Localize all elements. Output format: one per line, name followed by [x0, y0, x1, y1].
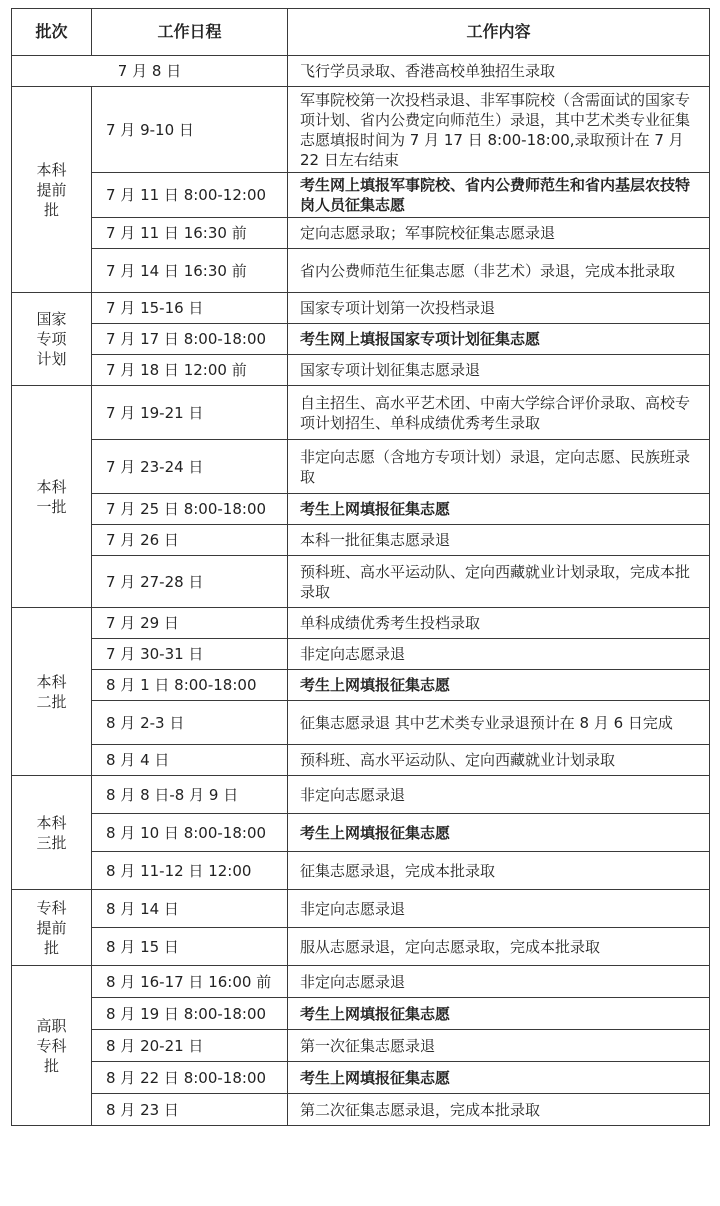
content-cell: 定向志愿录取；军事院校征集志愿录退 — [288, 218, 710, 249]
content-cell: 考生上网填报征集志愿 — [288, 814, 710, 852]
batch-label-line: 专科 — [36, 898, 67, 917]
content-cell: 考生网上填报国家专项计划征集志愿 — [288, 324, 710, 355]
header-row — [12, 9, 710, 56]
batch-cell — [12, 386, 92, 608]
table-row — [12, 355, 710, 386]
schedule-cell: 8 月 8 日-8 月 9 日 — [92, 776, 288, 814]
content-cell: 非定向志愿录退 — [288, 639, 710, 670]
schedule-cell: 7 月 19-21 日 — [92, 386, 288, 440]
table-row — [12, 218, 710, 249]
schedule-cell: 8 月 4 日 — [92, 745, 288, 776]
batch-cell — [12, 890, 92, 966]
schedule-cell: 8 月 11-12 日 12:00 — [92, 852, 288, 890]
content-cell: 本科一批征集志愿录退 — [288, 525, 710, 556]
schedule-cell: 7 月 27-28 日 — [92, 556, 288, 608]
schedule-cell: 7 月 23-24 日 — [92, 440, 288, 494]
batch-label-line: 批 — [43, 200, 59, 219]
table-row — [12, 87, 710, 173]
batch-label-line: 本科 — [36, 160, 67, 179]
content-cell: 非定向志愿录退 — [288, 890, 710, 928]
content-cell: 第二次征集志愿录退，完成本批录取 — [288, 1094, 710, 1126]
content-cell: 预科班、高水平运动队、定向西藏就业计划录取，完成本批录取 — [288, 556, 710, 608]
table-row — [12, 525, 710, 556]
schedule-cell: 7 月 26 日 — [92, 525, 288, 556]
schedule-cell: 7 月 14 日 16:30 前 — [92, 249, 288, 293]
schedule-cell: 7 月 29 日 — [92, 608, 288, 639]
table-row — [12, 608, 710, 639]
content-cell: 单科成绩优秀考生投档录取 — [288, 608, 710, 639]
batch-label-line: 批 — [43, 1056, 59, 1075]
content-cell: 服从志愿录退，定向志愿录取，完成本批录取 — [288, 928, 710, 966]
table-row — [12, 776, 710, 814]
content-cell: 考生上网填报征集志愿 — [288, 1062, 710, 1094]
content-cell: 军事院校第一次投档录退、非军事院校（含需面试的国家专项计划、省内公费定向师范生）录退，其中艺术类专业征集志愿填报时间为 7 月 17 日 8:00-18:00,录取预计在 7 月 22 日左右结束 — [288, 87, 710, 173]
table-row — [12, 701, 710, 745]
batch-cell — [12, 776, 92, 890]
schedule-cell: 7 月 15-16 日 — [92, 293, 288, 324]
content-cell: 第一次征集志愿录退 — [288, 1030, 710, 1062]
first-row-date: 7 月 8 日 — [12, 56, 288, 87]
content-cell: 考生上网填报征集志愿 — [288, 998, 710, 1030]
batch-label-line: 专科 — [36, 1036, 67, 1055]
batch-label-line: 本科 — [36, 672, 67, 691]
batch-label-line: 提前 — [36, 180, 67, 199]
table-row — [12, 966, 710, 998]
schedule-cell: 7 月 11 日 8:00-12:00 — [92, 173, 288, 218]
schedule-cell: 8 月 19 日 8:00-18:00 — [92, 998, 288, 1030]
table-row — [12, 928, 710, 966]
batch-label-line: 高职 — [36, 1016, 67, 1035]
table-row — [12, 56, 710, 87]
table-row — [12, 852, 710, 890]
batch-label-line: 专项 — [36, 330, 67, 348]
batch-label-line: 计划 — [36, 350, 67, 368]
batch-label-line: 二批 — [36, 692, 67, 711]
table-row — [12, 173, 710, 218]
batch-label-line: 三批 — [36, 833, 67, 852]
table-row — [12, 745, 710, 776]
table-row — [12, 494, 710, 525]
content-cell: 省内公费师范生征集志愿（非艺术）录退，完成本批录取 — [288, 249, 710, 293]
table-row — [12, 1030, 710, 1062]
content-cell: 征集志愿录退，完成本批录取 — [288, 852, 710, 890]
schedule-cell: 8 月 22 日 8:00-18:00 — [92, 1062, 288, 1094]
schedule-cell: 8 月 16-17 日 16:00 前 — [92, 966, 288, 998]
schedule-cell: 8 月 2-3 日 — [92, 701, 288, 745]
content-cell: 考生上网填报征集志愿 — [288, 670, 710, 701]
schedule-cell: 8 月 15 日 — [92, 928, 288, 966]
table-row — [12, 890, 710, 928]
schedule-cell: 8 月 1 日 8:00-18:00 — [92, 670, 288, 701]
batch-cell — [12, 87, 92, 293]
batch-cell — [12, 293, 92, 386]
table-row — [12, 386, 710, 440]
table-row — [12, 556, 710, 608]
batch-cell — [12, 608, 92, 776]
admission-schedule-table — [11, 8, 710, 1126]
schedule-cell: 8 月 23 日 — [92, 1094, 288, 1126]
batch-cell — [12, 966, 92, 1126]
schedule-cell: 7 月 17 日 8:00-18:00 — [92, 324, 288, 355]
batch-label-line: 提前 — [36, 918, 67, 937]
content-cell: 非定向志愿录退 — [288, 966, 710, 998]
table-row — [12, 639, 710, 670]
schedule-cell: 7 月 18 日 12:00 前 — [92, 355, 288, 386]
table-row — [12, 670, 710, 701]
content-cell: 征集志愿录退 其中艺术类专业录退预计在 8 月 6 日完成 — [288, 701, 710, 745]
header-schedule: 工作日程 — [92, 9, 288, 56]
content-cell: 自主招生、高水平艺术团、中南大学综合评价录取、高校专项计划招生、单科成绩优秀考生录取 — [288, 386, 710, 440]
table-row — [12, 324, 710, 355]
schedule-cell: 8 月 14 日 — [92, 890, 288, 928]
table-row — [12, 1094, 710, 1126]
schedule-cell: 8 月 20-21 日 — [92, 1030, 288, 1062]
header-batch: 批次 — [12, 9, 92, 56]
content-cell: 非定向志愿录退 — [288, 776, 710, 814]
content-cell: 国家专项计划第一次投档录退 — [288, 293, 710, 324]
batch-label-line: 一批 — [36, 497, 67, 516]
table-row — [12, 1062, 710, 1094]
table-row — [12, 998, 710, 1030]
first-row-content: 飞行学员录取、香港高校单独招生录取 — [288, 56, 710, 87]
schedule-cell: 8 月 10 日 8:00-18:00 — [92, 814, 288, 852]
batch-label-line: 本科 — [36, 813, 67, 832]
batch-label-line: 本科 — [36, 477, 67, 496]
table-row — [12, 293, 710, 324]
table-row — [12, 440, 710, 494]
batch-label-line: 批 — [43, 938, 59, 957]
content-cell: 国家专项计划征集志愿录退 — [288, 355, 710, 386]
content-cell: 非定向志愿（含地方专项计划）录退，定向志愿、民族班录取 — [288, 440, 710, 494]
content-cell: 考生网上填报军事院校、省内公费师范生和省内基层农技特岗人员征集志愿 — [288, 173, 710, 218]
batch-label-line: 国家 — [36, 310, 67, 328]
schedule-cell: 7 月 25 日 8:00-18:00 — [92, 494, 288, 525]
table-row — [12, 814, 710, 852]
content-cell: 预科班、高水平运动队、定向西藏就业计划录取 — [288, 745, 710, 776]
schedule-cell: 7 月 11 日 16:30 前 — [92, 218, 288, 249]
table-row — [12, 249, 710, 293]
schedule-cell: 7 月 30-31 日 — [92, 639, 288, 670]
schedule-cell: 7 月 9-10 日 — [92, 87, 288, 173]
content-cell: 考生上网填报征集志愿 — [288, 494, 710, 525]
header-content: 工作内容 — [288, 9, 710, 56]
